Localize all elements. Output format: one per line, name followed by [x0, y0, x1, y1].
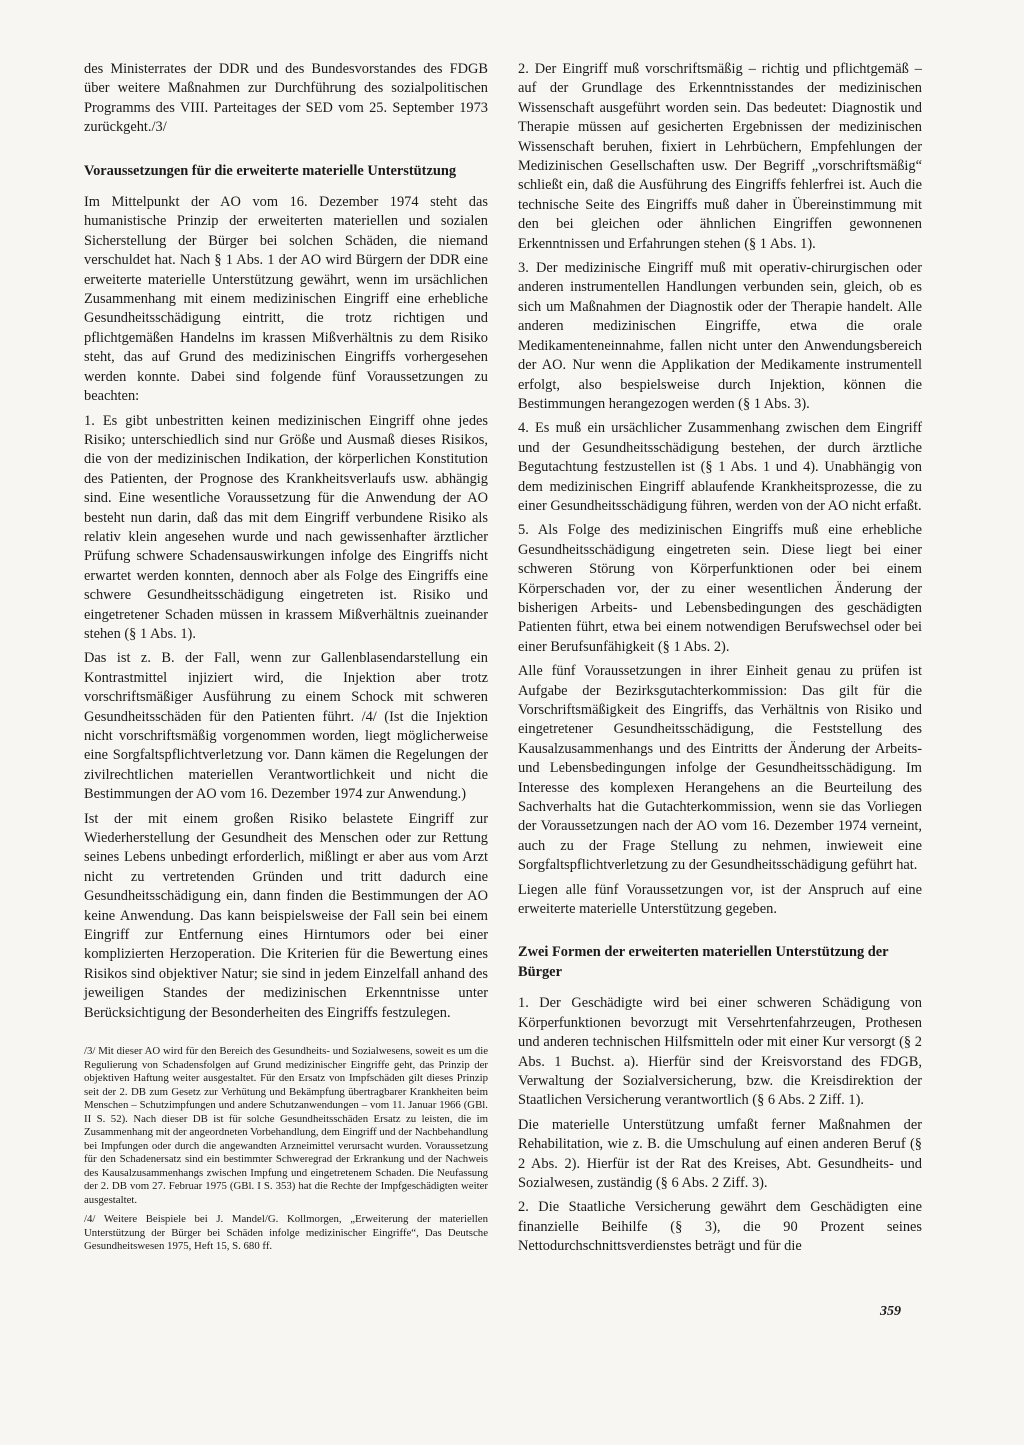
footnotes — [84, 1045, 488, 1254]
paragraph-item-5: 5. Als Folge des medizinischen Eingriffs muß eine erhebliche Gesundheitsschädigung eingetreten sein. Diese liegt bei einer schweren Störung von Körperfunktionen oder bei einem Körperschaden vor, der zu einer wesentlichen Änderung der bisherigen Arbeits- und Lebensbedingungen des geschädigten Patienten führt, etwa bei einem notwendigen Berufswechsel oder bei einer Berufsunfähigkeit (§ 1 Abs. 2). — [518, 522, 922, 655]
paragraph-form-2: 2. Die Staatliche Versicherung gewährt dem Geschädigten eine finanzielle Beihilfe (§ 3), die 90 Prozent seines Nettodurchschnittsverdienstes beträgt und für die — [518, 1199, 922, 1255]
paragraph: Im Mittelpunkt der AO vom 16. Dezember 1974 steht das humanistische Prinzip der erweiterten materiellen und sozialen Sicherstellung der Bürger bei solchen Schäden, die niemand verschuldet hat. Nach § 1 Abs. 1 der AO wird Bürgern der DDR eine erweiterte materielle Unterstützung gewährt, wenn im ursächlichen Zusammenhang mit einem medizinischen Eingriff eine erhebliche Gesundheitsschädigung eintritt, die trotz richtigen und pflichtgemäßen Handelns im krassen Mißverhältnis zu dem Risiko steht, das auf Grund des medizinischen Eingriffs vorhergesehen werden konnte. Dabei sind folgende fünf Voraussetzungen zu beachten: — [84, 194, 488, 405]
paragraph-item-3: 3. Der medizinische Eingriff muß mit operativ-chirurgischen oder anderen instrumentellen Handlungen verbunden sein, gleich, ob es sich um Maßnahmen der Diagnostik oder der Therapie handelt. Alle anderen medizinischen Eingriffe, etwa die orale Medikamenteneinnahme, fallen nicht unter den Anwendungsbereich der AO. Nur wenn die Applikation der Medikamente instrumentell erfolgt, also bespielsweise durch Injektion, können die Bestimmungen herangezogen werden (§ 1 Abs. 3). — [518, 260, 922, 412]
right-column — [518, 60, 922, 1262]
paragraph: Alle fünf Voraussetzungen in ihrer Einheit genau zu prüfen ist Aufgabe der Bezirksgutachterkommission: Das gilt für die Vorschriftsmäßigkeit des Eingriffs, das Verhältnis von Risiko und eingetretener Gesundheitsschädigung, die Feststellung des Kausalzusammenhangs und des Eintritts der Änderung der Arbeits- und Lebensbedingungen infolge der Gesundheitsschädigung. Im Interesse des komplexen Herangehens an die Beurteilung des Sachverhalts hat die Gutachterkommission, wenn sie das Vorliegen der Voraussetzungen nach der AO vom 16. Dezember 1974 verneint, auch zu der Frage Stellung zu nehmen, inwieweit eine Sorgfaltspflichtverletzung zu der Gesundheitsschädigung geführt hat. — [518, 663, 922, 874]
paragraph-form-1: 1. Der Geschädigte wird bei einer schweren Schädigung von Körperfunktionen bevorzugt mit Versehrtenfahrzeugen, Prothesen und anderen technischen Hilfsmitteln oder mit einer Kur versorgt (§ 2 Abs. 1 Buchst. a). Hierfür sind der Kreisvorstand des FDGB, Verwaltung der Sozialversicherung, bzw. die Kreisdirektion der Staatlichen Versicherung verantwortlich (§ 6 Abs. 2 Ziff. 1). — [518, 995, 922, 1109]
footnote-3: /3/ Mit dieser AO wird für den Bereich des Gesundheits- und Sozialwesens, soweit es um die Regulierung von Schadensfolgen auf Grund medizinischer Eingriffe geht, das Prinzip der objektiven Haftung weiter ausgestaltet. Für den Ersatz von Impfschäden gilt dieses Prinzip seit der 2. DB zum Gesetz zur Verhütung und Bekämpfung übertragbarer Krankheiten beim Menschen – Schutzimpfungen und andere Schutzanwendungen – vom 11. Januar 1966 (GBl. II S. 52). Nach dieser DB ist für solche Gesundheitsschäden Ersatz zu leisten, die im Zusammenhang mit der angeordneten Vorbehandlung, dem Eingriff und der Nachbehandlung bei Impfungen oder durch die angewandten Arzneimittel verursacht wurden. Voraussetzung für den Schadenersatz sind ein bestimmter Schweregrad der Erkrankung und der Nachweis des Kausalzusammenhangs zwischen Impfung und eingetretenem Schaden. Die Neufassung der 2. DB vom 27. Februar 1975 (GBl. I S. 353) hat die Rechte der Impfgeschädigten weiter ausgestaltet. — [84, 1045, 488, 1206]
paragraph: Das ist z. B. der Fall, wenn zur Gallenblasendarstellung ein Kontrastmittel injiziert wird, die Injektion aber trotz vorschriftsmäßiger Ausführung zu einem Schock mit schweren Gesundheitsschäden für den Patienten führt. /4/ (Ist die Injektion nicht vorschriftsmäßig vorgenommen worden, liegt möglicherweise eine Sorgfaltspflichtverletzung vor. Dann kämen die Regelungen der zivilrechtlichen materiellen Verantwortlichkeit und nicht die Bestimmungen der AO vom 16. Dezember 1974 zur Anwendung.) — [84, 650, 488, 803]
paragraph-item-1: 1. Es gibt unbestritten keinen medizinischen Eingriff ohne jedes Risiko; unterschiedlich sind nur Größe und Ausmaß dieses Risikos, die von der medizinischen Indikation, der körperlichen Konstitution des Patienten, der Prognose des Krankheitsverlaufs usw. abhängig sind. Eine wesentliche Voraussetzung für die Anwendung der AO besteht nun darin, daß das mit dem Eingriff verbundene Risiko als relativ klein angesehen wurde und nach gewissenhafter ärztlicher Prüfung schwere Schadensauswirkungen infolge des Eingriffs nicht erwartet werden konnten, dennoch aber als Folge des Eingriffs eine schwere Gesundheitsschädigung eingetreten ist. Risiko und eingetretener Schaden müssen in krassem Mißverhältnis zueinander stehen (§ 1 Abs. 1). — [84, 412, 488, 642]
paragraph-item-4: 4. Es muß ein ursächlicher Zusammenhang zwischen dem Eingriff und der Gesundheitsschädigung bestehen, der durch ärztliche Begutachtung festzustellen ist (§ 1 Abs. 1 und 4). Unabhängig von dem medizinischen Eingriff ablaufende Krankheitsprozesse, die zu einer Gesundheitsschädigung führen, werden von der AO nicht erfaßt. — [518, 420, 922, 514]
paragraph: Ist der mit einem großen Risiko belastete Eingriff zur Wiederherstellung der Gesundheit des Menschen oder zur Rettung seines Lebens unbedingt erforderlich, mißlingt er aber aus vom Arzt nicht zu vertretenden Gründen und tritt dadurch eine Gesundheitsschädigung ein, dann finden die Bestimmungen der AO keine Anwendung. Das kann beispielsweise der Fall sein bei einem Eingriff zur Entfernung eines Hirntumors oder bei einer komplizierten Herzoperation. Die Kriterien für die Bewertung eines Risikos sind objektiver Natur; sie sind in jedem Einzelfall anhand des jeweiligen Standes der medizinischen Erkenntnisse unter Berücksichtigung der Besonderheiten des Eingriffs festzulegen. — [84, 810, 488, 1021]
section-heading-voraussetzungen: Voraussetzungen für die erweiterte materielle Unterstützung — [84, 162, 457, 179]
paragraph-item-2: 2. Der Eingriff muß vorschriftsmäßig – richtig und pflichtgemäß – auf der Grundlage des Erkenntnisstandes der medizinischen Wissenschaft ausgeführt worden sein. Das bedeutet: Diagnostik und Therapie müssen auf gesicherten Ergebnissen der medizinischen Wissenschaft beruhen, fixiert in Lehrbüchern, Empfehlungen der Medizinischen Gesellschaften usw. Der Begriff „vorschriftsmäßig“ schließt ein, daß die Ausführung des Eingriffs fehlerfrei ist. Auch die technische Seite des Eingriffs muß daher in Übereinstimmung mit den bei gleichen oder ähnlichen Eingriffen gewonnenen Erkenntnissen und Erfahrungen stehen (§ 1 Abs. 1). — [518, 61, 922, 252]
paragraph: Liegen alle fünf Voraussetzungen vor, ist der Anspruch auf eine erweiterte materielle Unterstützung gegeben. — [518, 881, 922, 918]
left-column — [84, 60, 488, 1260]
paragraph: Die materielle Unterstützung umfaßt ferner Maßnahmen der Rehabilitation, wie z. B. die Umschulung auf einen anderen Beruf (§ 2 Abs. 2). Hierfür ist der Rat des Kreises, Abt. Gesundheits- und Sozialwesen, zuständig (§ 6 Abs. 2 Ziff. 3). — [518, 1116, 922, 1191]
footnote-4: /4/ Weitere Beispiele bei J. Mandel/G. Kollmorgen, „Erweiterung der materiellen Unterstützung der Bürger bei Schäden infolge medizinischer Eingriffe“, Das Deutsche Gesundheitswesen 1975, Heft 15, S. 680 ff. — [84, 1213, 488, 1253]
paragraph-continuation: des Ministerrates der DDR und des Bundesvorstandes des FDGB über weitere Maßnahmen zur Durchführung des sozialpolitischen Programms des VIII. Parteitages der SED vom 25. September 1973 zurückgeht./3/ — [84, 61, 488, 136]
section-heading-zwei-formen: Zwei Formen der erweiterten materiellen Unterstützung der Bürger — [518, 944, 889, 980]
page-number: 359 — [880, 1304, 901, 1319]
